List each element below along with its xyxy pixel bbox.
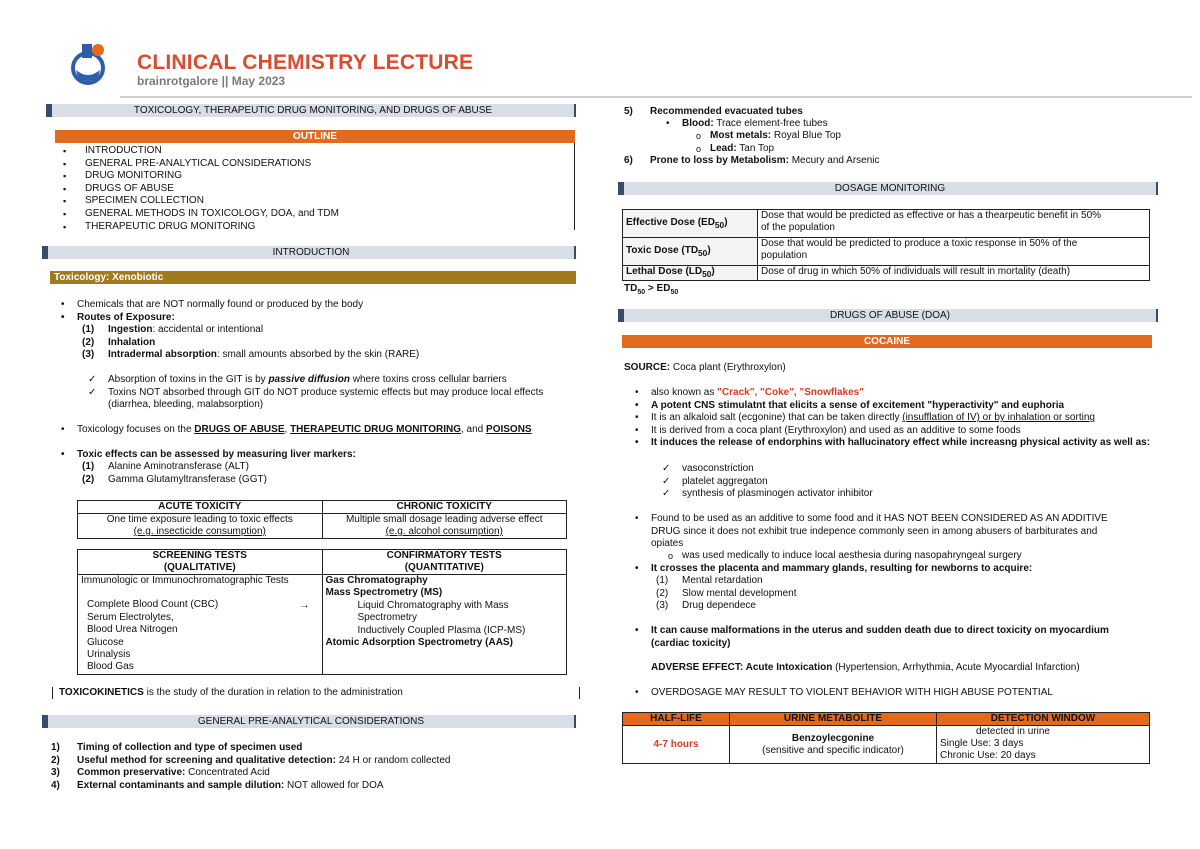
table-cell: Immunologic or Immunochromatographic Tests Complete Blood Count (CBC) Serum Electrolytes, Blood Urea Nitrogen Glucose Urinalysis Blood Gas: [78, 575, 323, 675]
table-header: HALF-LIFE: [623, 713, 730, 726]
list-item[interactable]: ▪ GENERAL PRE-ANALYTICAL CONSIDERATIONS: [85, 158, 339, 171]
list-item: ✓ vasoconstriction: [682, 463, 1142, 476]
header-rule: [120, 96, 1192, 98]
table-cell: Effective Dose $(ED_{50})$: [623, 210, 758, 238]
dosage-table: [622, 209, 1150, 281]
list-item[interactable]: ▪ DRUGS OF ABUSE: [85, 183, 339, 196]
outline-list: [85, 145, 339, 233]
flask-logo-icon: [64, 40, 114, 86]
additive-sub: [682, 550, 1142, 563]
list-item: • A potent CNS stimulatnt that elicits a sense of excitement "hyperactivity" and euphoria: [651, 400, 1151, 413]
table-cell: 4-7 hours: [623, 726, 730, 764]
list-item: • It can cause malformations in the uterus and sudden death due to direct toxicity on myocardium (cardiac toxicity): [651, 625, 1151, 650]
table-cell: Dose that would be predicted to produce a toxic response in 50% of the population: [758, 238, 1150, 266]
placenta-list: [651, 563, 1151, 576]
list-item: o was used medically to induce local aesthesia during nasopahryngeal surgery: [682, 550, 1142, 563]
list-item: ✓ platelet aggregaton: [682, 476, 1142, 489]
list-item: • Toxicology focuses on the DRUGS OF ABUSE, THERAPEUTIC DRUG MONITORING, and POISONS: [77, 424, 577, 437]
newborn-effects: [656, 575, 1142, 613]
cocaine-banner: COCAINE: [622, 335, 1152, 348]
dosage-banner: DOSAGE MONITORING: [618, 182, 1158, 195]
focus-list: [77, 424, 577, 437]
toxicity-table: [77, 500, 567, 539]
list-item: 6) Prone to loss by Metabolism: Mecury and Arsenic: [624, 155, 880, 166]
table-cell: Benzoylecgonine (sensitive and specific indicator): [730, 726, 937, 764]
table-header: SCREENING TESTS (QUALITATIVE): [78, 550, 323, 575]
introduction-banner: INTRODUCTION: [42, 246, 576, 259]
table-cell: Multiple small dosage leading adverse effect (e.g. alcohol consumption): [322, 514, 567, 539]
list-item: • Blood: Trace element-free tubes: [682, 118, 1162, 131]
list-item: o Lead: Tan Top: [710, 143, 1160, 156]
list-item: ✓ Absorption of toxins in the GIT is by passive diffusion where toxins cross cellular barriers: [108, 374, 568, 387]
list-item: • also known as "Crack", "Coke", "Snowflakes": [651, 387, 1151, 400]
list-item[interactable]: ▪ GENERAL METHODS IN TOXICOLOGY, DOA, and TDM: [85, 208, 339, 221]
list-item: • It induces the release of endorphins with hallucinatory effect while increasng physical activity as well as:: [651, 437, 1151, 450]
table-cell: Toxic Dose $(TD_{50})$: [623, 238, 758, 266]
prone-list: [624, 155, 1170, 168]
endorphin-effects: [682, 463, 1142, 501]
cocaine-table: [622, 712, 1150, 764]
list-item: 2) Useful method for screening and qualitative detection: 24 H or random collected: [51, 754, 451, 766]
list-item: (1) Ingestion: accidental or intentional: [82, 324, 264, 335]
list-item: • OVERDOSAGE MAY RESULT TO VIOLENT BEHAVIOR WITH HIGH ABUSE POTENTIAL: [651, 687, 1151, 700]
tests-table: [77, 549, 567, 675]
list-item[interactable]: ▪ DRUG MONITORING: [85, 170, 339, 183]
list-item: (3) Drug dependece: [656, 600, 756, 612]
list-item[interactable]: ▪ SPECIMEN COLLECTION: [85, 195, 339, 208]
list-item: (1) Alanine Aminotransferase (ALT): [82, 461, 249, 472]
table-cell: Gas Chromatography Mass Spectrometry (MS) Liquid Chromatography with Mass Spectrometry Inductively Coupled Plasma (ICP-MS) Atomic Adsorption Spectrometry (AAS): [322, 575, 567, 675]
list-item: • Found to be used as an additive to some food and it HAS NOT BEEN CONSIDERED AS AN ADDITIVE DRUG since it does not exhibit true indepence commonly seen in among abusers of barbiturates and opiates: [651, 513, 1151, 551]
liver-list: [77, 449, 577, 462]
gpac-banner: GENERAL PRE-ANALYTICAL CONSIDERATIONS: [42, 715, 576, 728]
list-item: 1) Timing of collection and type of specimen used: [51, 742, 303, 753]
dose-relation: $TD_{50} > ED_{50}$: [624, 283, 679, 296]
list-item: (2) Gamma Glutamyltransferase (GGT): [82, 473, 267, 485]
list-item: 3) Common preservative: Concentrated Acid: [51, 767, 270, 779]
list-item: (2) Slow mental development: [656, 587, 797, 599]
adverse-effect: ADVERSE EFFECT: Acute Intoxication (Hypertension, Arrhythmia, Acute Myocardial Infarction): [651, 662, 1080, 673]
overdose-list: [651, 687, 1151, 700]
list-item: o Most metals: Royal Blue Top: [710, 130, 1160, 143]
main-banner: TOXICOLOGY, THERAPEUTIC DRUG MONITORING, AND DRUGS OF ABUSE: [46, 104, 576, 117]
page-title: CLINICAL CHEMISTRY LECTURE: [137, 51, 474, 74]
list-item: • It is derived from a coca plant (Erythroxylon) and used as an additive to some foods: [651, 425, 1151, 438]
routes-list: [82, 324, 568, 362]
page-subtitle: brainrotgalore || May 2023: [137, 74, 286, 88]
liver-markers: [82, 461, 568, 486]
list-item: • Chemicals that are NOT normally found or produced by the body: [77, 299, 577, 312]
additive-list: [651, 513, 1151, 551]
outline-banner: OUTLINE: [55, 130, 575, 143]
list-item: • It crosses the placenta and mammary glands, resulting for newborns to acquire:: [651, 563, 1151, 576]
table-cell: Dose of drug in which 50% of individuals will result in mortality (death): [758, 266, 1150, 281]
tubes-list: [624, 106, 1170, 119]
tube-subtypes: [710, 130, 1160, 155]
list-item: 5) Recommended evacuated tubes: [624, 106, 803, 117]
outline-box: [55, 143, 575, 230]
gpac-list: [51, 742, 577, 792]
list-item[interactable]: ▪ THERAPEUTIC DRUG MONITORING: [85, 221, 339, 234]
doa-banner: DRUGS OF ABUSE (DOA): [618, 309, 1158, 322]
table-header: CHRONIC TOXICITY: [322, 501, 567, 514]
check-list: [108, 374, 568, 412]
table-header: ACUTE TOXICITY: [78, 501, 323, 514]
source-line: SOURCE: Coca plant (Erythroxylon): [624, 362, 786, 373]
list-item: 4) External contaminants and sample dilution: NOT allowed for DOA: [51, 779, 384, 791]
list-item: ✓ Toxins NOT absorbed through GIT do NOT produce systemic effects but may produce local effects (diarrhea, bleeding, malabsorption): [108, 387, 568, 412]
toxicology-banner: Toxicology: Xenobiotic: [50, 271, 576, 284]
table-cell: Dose that would be predicted as effective or has a thearpeutic benefit in 50% of the population: [758, 210, 1150, 238]
cocaine-list: [651, 387, 1151, 450]
list-item: ✓ synthesis of plasminogen activator inhibitor: [682, 488, 1142, 501]
table-header: CONFIRMATORY TESTS (QUANTITATIVE): [322, 550, 567, 575]
table-cell: One time exposure leading to toxic effects (e.g. insecticide consumption): [78, 514, 323, 539]
list-item: • Toxic effects can be assessed by measuring liver markers:: [77, 449, 577, 462]
toxicokinetics-note: TOXICOKINETICS is the study of the duration in relation to the administration: [52, 687, 580, 699]
table-cell: detected in urine Single Use: 3 days Chronic Use: 20 days: [937, 726, 1150, 764]
tube-types: [682, 118, 1162, 131]
intro-list: [77, 299, 577, 324]
list-item: • It is an alkaloid salt (ecgonine) that can be taken directly (insufflation of IV) or by inhalation or sorting: [651, 412, 1151, 425]
logo: [64, 40, 114, 86]
list-item[interactable]: ▪ INTRODUCTION: [85, 145, 339, 158]
table-header: URINE METABOLITE: [730, 713, 937, 726]
table-header: DETECTION WINDOW: [937, 713, 1150, 726]
list-item: (2) Inhalation: [82, 336, 156, 348]
malformation-list: [651, 625, 1151, 650]
list-item: • Routes of Exposure:: [77, 312, 577, 325]
list-item: (3) Intradermal absorption: small amounts absorbed by the skin (RARE): [82, 349, 420, 361]
list-item: (1) Mental retardation: [656, 575, 763, 586]
table-cell: Lethal Dose $(LD_{50})$: [623, 266, 758, 281]
